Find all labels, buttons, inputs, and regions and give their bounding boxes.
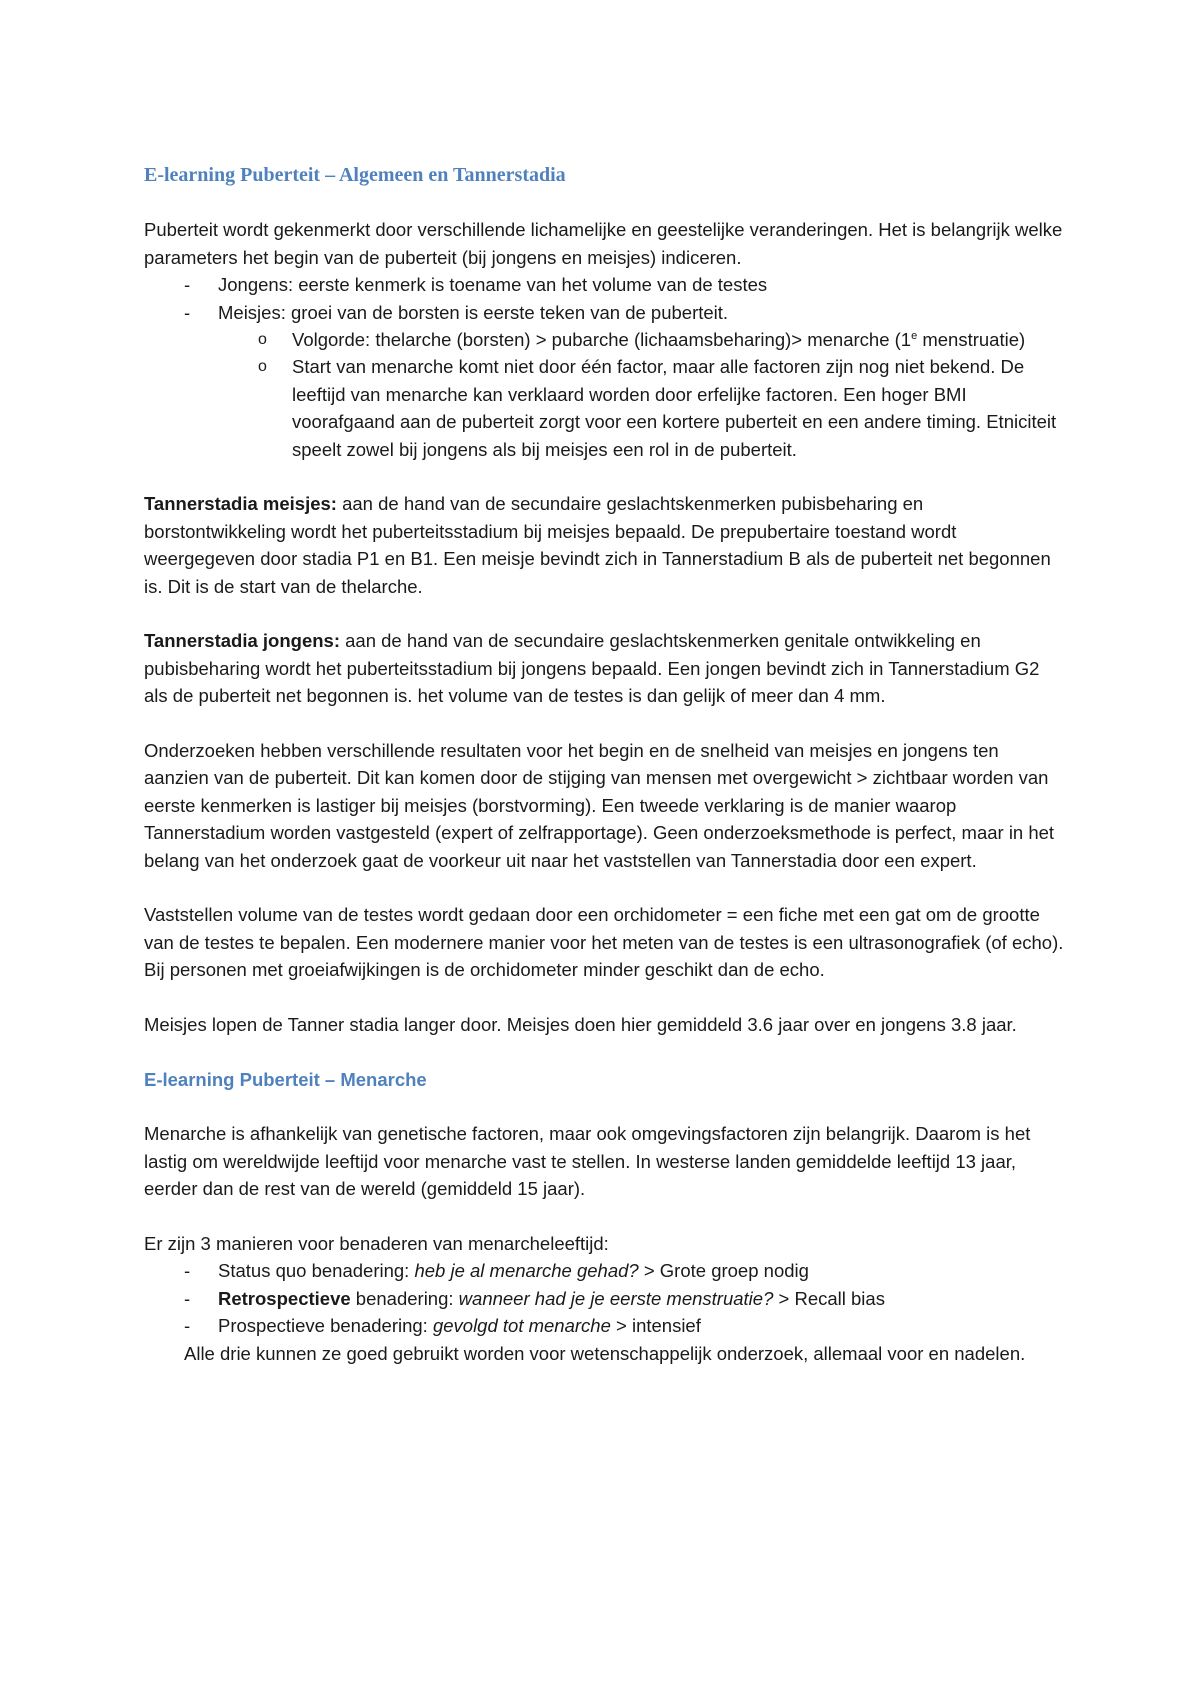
method-note: > intensief xyxy=(610,1315,701,1337)
method-bold: Retrospectieve xyxy=(218,1287,351,1309)
puberty-signs-list xyxy=(144,271,1064,326)
method-mid: benadering: xyxy=(350,1287,459,1309)
method-text: Prospectieve benadering: xyxy=(218,1315,433,1337)
list-item-prospective xyxy=(144,1312,1064,1339)
tanner-boys-paragraph xyxy=(144,627,1064,709)
volume-paragraph: Vaststellen volume van de testes wordt gedaan door een orchidometer = een fiche met een gat om de grootte van de testes te bepalen. Een modernere manier voor het meten van de testes is een ultrasonografiek (of echo). Bij personen met groeiafwijkingen is de orchidometer minder geschikt dan de echo. xyxy=(144,904,1064,981)
sub-item-order xyxy=(144,326,1064,353)
intro-paragraph: Puberteit wordt gekenmerkt door verschillende lichamelijke en geestelijke veranderingen. Het is belangrijk welke parameters het begin van de puberteit (bij jongens en meisjes) indiceren. xyxy=(144,219,1063,268)
tanner-boys-label: Tannerstadia jongens: xyxy=(144,630,340,652)
sub-item-text: Start van menarche komt niet door één factor, maar alle factoren zijn nog niet bekend. De leeftijd van menarche kan verklaard worden door erfelijke factoren. Een hoger BMI voorafgaand aan de puberteit zorgt voor een kortere puberteit en een andere timing. Etniciteit speelt zowel bij jongens als bij meisjes een rol in de puberteit. xyxy=(292,356,1057,460)
tanner-girls-paragraph xyxy=(144,490,1064,600)
circle-marker: o xyxy=(258,331,267,349)
sub-item-text: Volgorde: thelarche (borsten) > pubarche (lichaamsbeharing)> menarche (1 xyxy=(292,329,912,351)
list-item-text: Meisjes: groei van de borsten is eerste teken van de puberteit. xyxy=(218,301,729,323)
dash-marker: - xyxy=(184,301,191,323)
document-body xyxy=(144,162,1064,1367)
list-item-status-quo xyxy=(144,1257,1064,1284)
sub-item-text-end: menstruatie) xyxy=(917,329,1026,351)
section-title-menarche: E-learning Puberteit – Menarche xyxy=(144,1068,427,1090)
method-question: gevolgd tot menarche xyxy=(432,1315,611,1337)
girls-sub-list xyxy=(144,326,1064,463)
tanner-boys-text: aan de hand van de secundaire geslachtskenmerken genitale ontwikkeling en pubisbeharing wordt het puberteitsstadium bij jongens bepaald. Een jongen bevindt zich in Tannerstadium G2 als de puberteit net begonnen is. het volume van de testes is dan gelijk of meer dan 4 mm. xyxy=(144,630,1040,707)
method-text: Status quo benadering: xyxy=(218,1260,415,1282)
method-note: > Recall bias xyxy=(773,1287,885,1309)
dash-marker: - xyxy=(184,274,191,296)
method-question: heb je al menarche gehad? xyxy=(414,1260,639,1282)
sub-item-start xyxy=(144,353,1064,463)
list-item-text: Jongens: eerste kenmerk is toename van het volume van de testes xyxy=(218,274,768,296)
methods-list xyxy=(144,1257,1064,1339)
methods-intro: Er zijn 3 manieren voor benaderen van menarcheleeftijd: xyxy=(144,1232,609,1254)
section-title-general: E-learning Puberteit – Algemeen en Tannerstadia xyxy=(144,164,566,186)
method-note: > Grote groep nodig xyxy=(638,1260,809,1282)
dash-marker: - xyxy=(184,1287,191,1309)
list-item-retrospective xyxy=(144,1285,1064,1312)
duration-paragraph: Meisjes lopen de Tanner stadia langer door. Meisjes doen hier gemiddeld 3.6 jaar over en jongens 3.8 jaar. xyxy=(144,1014,1017,1036)
research-paragraph: Onderzoeken hebben verschillende resultaten voor het begin en de snelheid van meisjes en jongens ten aanzien van de puberteit. Dit kan komen door de stijging van mensen met overgewicht > zichtbaar worden van eerste kenmerken is lastiger bij meisjes (borstvorming). Een tweede verklaring is de manier waarop Tannerstadium worden vastgesteld (expert of zelfrapportage). Geen onderzoeksmethode is perfect, maar in het belang van het onderzoek gaat de voorkeur uit naar het vaststellen van Tannerstadia door een expert. xyxy=(144,740,1055,871)
tanner-girls-text: aan de hand van de secundaire geslachtskenmerken pubisbeharing en borstontwikkeling wordt het puberteitsstadium bij meisjes bepaald. De prepubertaire toestand wordt weergegeven door stadia P1 en B1. Een meisje bevindt zich in Tannerstadium B als de puberteit net begonnen is. Dit is de start van de thelarche. xyxy=(144,493,1051,597)
tanner-girls-label: Tannerstadia meisjes: xyxy=(144,493,337,515)
menarche-intro-paragraph: Menarche is afhankelijk van genetische factoren, maar ook omgevingsfactoren zijn belangrijk. Daarom is het lastig om wereldwijde leeftijd voor menarche vast te stellen. In westerse landen gemiddelde leeftijd 13 jaar, eerder dan de rest van de wereld (gemiddeld 15 jaar). xyxy=(144,1123,1031,1200)
circle-marker: o xyxy=(258,358,267,376)
closing-paragraph: Alle drie kunnen ze goed gebruikt worden voor wetenschappelijk onderzoek, allemaal voor en nadelen. xyxy=(184,1342,1026,1364)
superscript: e xyxy=(911,329,918,342)
dash-marker: - xyxy=(184,1315,191,1337)
dash-marker: - xyxy=(184,1260,191,1282)
list-item-boys xyxy=(144,271,1064,298)
method-question: wanneer had je je eerste menstruatie? xyxy=(458,1287,774,1309)
list-item-girls xyxy=(144,299,1064,326)
